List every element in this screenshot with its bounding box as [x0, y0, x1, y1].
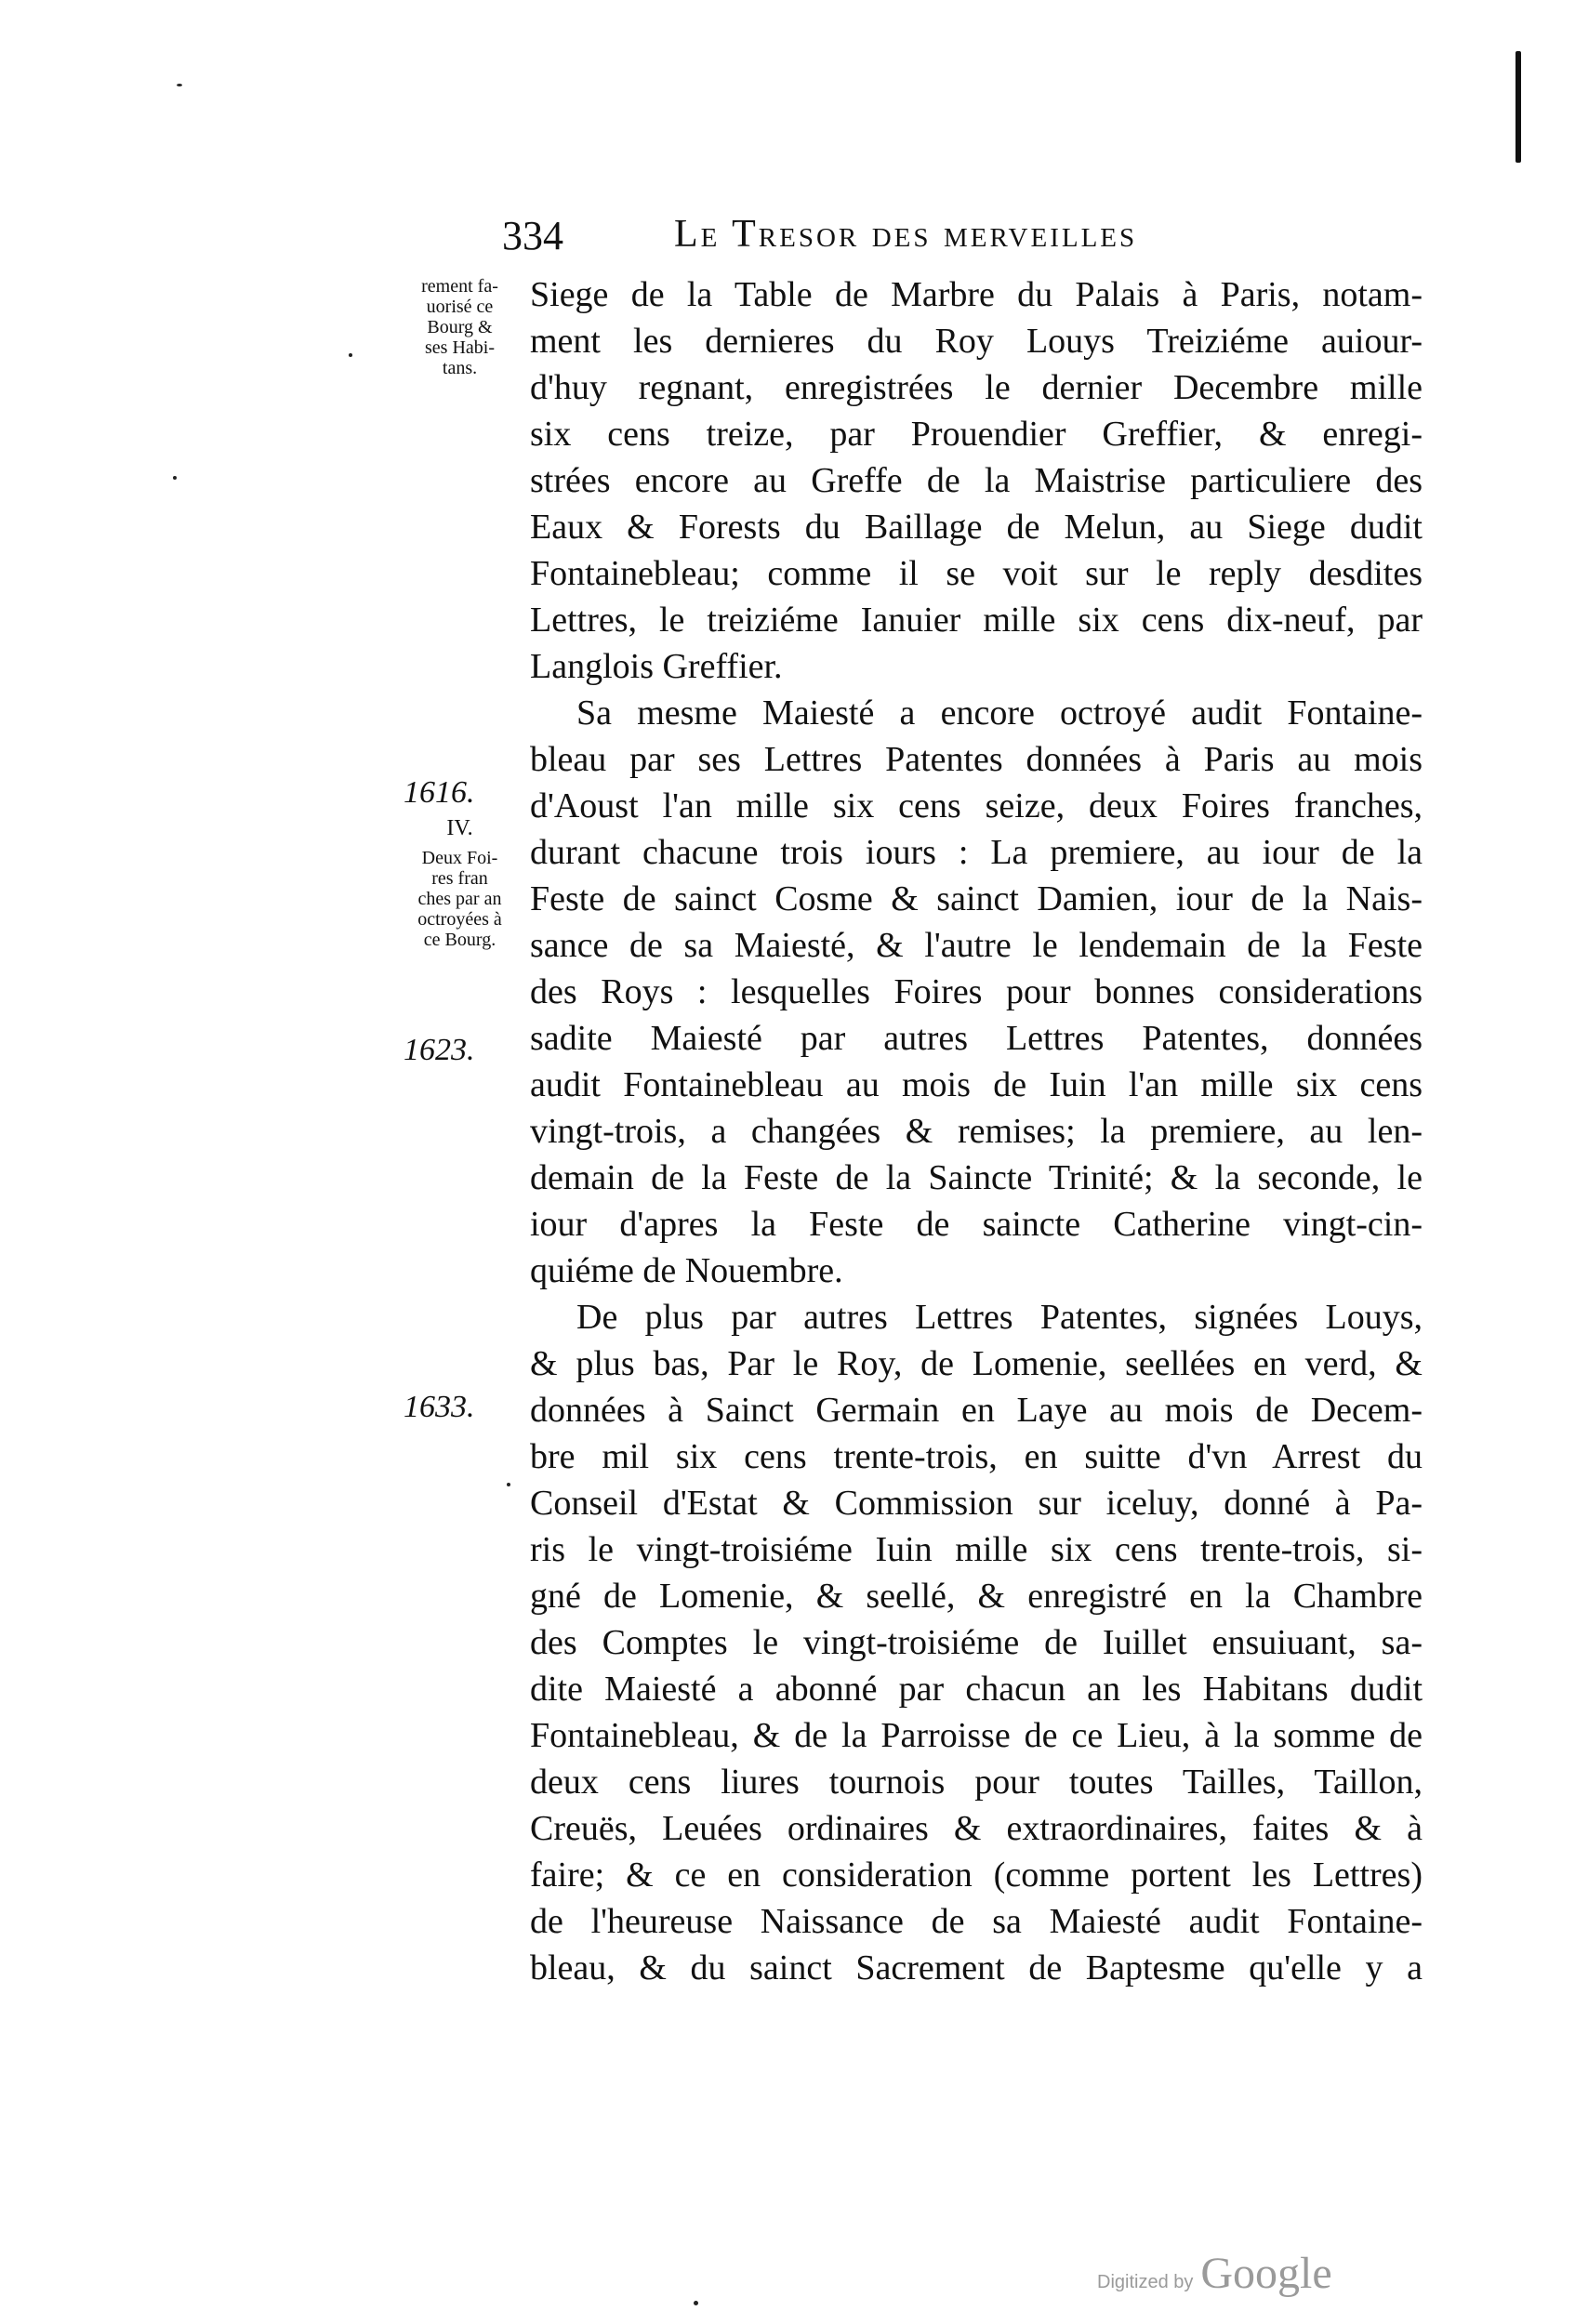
text-line: faire; & ce en consideration (comme portent les Lettres) — [530, 1855, 1423, 1895]
margin-section-number: IV. — [446, 816, 473, 840]
text-line: données à Sainct Germain en Laye au mois de Decem- — [530, 1391, 1423, 1430]
text-line: Fontainebleau, & de la Parroisse de ce Lieu, à la somme de — [530, 1716, 1423, 1755]
margin-year-1616: 1616. — [404, 775, 475, 810]
page-number: 334 — [502, 213, 563, 258]
binding-edge-line — [1515, 51, 1521, 163]
text-line: bre mil six cens trente-trois, en suitte d'vn Arrest du — [530, 1437, 1423, 1476]
text-line: durant chacune trois iours : La premiere, au iour de la — [530, 833, 1423, 872]
text-line: & plus bas, Par le Roy, de Lomenie, seellées en verd, & — [530, 1344, 1423, 1383]
text-line: ment les dernieres du Roy Louys Treiziéme auiour- — [530, 322, 1423, 361]
text-line: sance de sa Maiesté, & l'autre le lendemain de la Feste — [530, 926, 1423, 965]
ink-speck — [349, 353, 352, 357]
margin-note-privileges: rement fa- uorisé ce Bourg & ses Habi- tans. — [421, 276, 498, 378]
running-head — [502, 212, 1283, 268]
text-line: vingt-trois, a changées & remises; la premiere, au len- — [530, 1112, 1423, 1151]
ink-speck — [694, 2301, 698, 2305]
text-line: bleau par ses Lettres Patentes données à Paris au mois — [530, 740, 1423, 779]
body-text — [530, 271, 1423, 1991]
ink-speck — [507, 1483, 510, 1486]
margin-note-foires: Deux Foi- res fran ches par an octroyées à ce Bourg. — [417, 848, 502, 950]
text-line: d'Aoust l'an mille six cens seize, deux Foires franches, — [530, 786, 1423, 825]
text-line: des Roys : lesquelles Foires pour bonnes considerations — [530, 972, 1423, 1011]
margin-year-1633: 1633. — [404, 1390, 475, 1424]
text-line: iour d'apres la Feste de saincte Catherine vingt-cin- — [530, 1205, 1423, 1244]
ink-speck — [177, 84, 182, 86]
text-line: d'huy regnant, enregistrées le dernier Decembre mille — [530, 368, 1423, 407]
text-line: des Comptes le vingt-troisiéme de Iuillet ensuiuant, sa- — [530, 1623, 1423, 1662]
text-line: ris le vingt-troisiéme Iuin mille six cens trente-trois, si- — [530, 1530, 1423, 1569]
text-line: Conseil d'Estat & Commission sur iceluy, donné à Pa- — [530, 1484, 1423, 1523]
text-line: Feste de sainct Cosme & sainct Damien, iour de la Nais- — [530, 879, 1423, 918]
paragraph-start: Sa mesme Maiesté a encore octroyé audit Fontaine- — [576, 693, 1423, 733]
text-line: quiéme de Nouembre. — [530, 1251, 843, 1290]
google-logo: Google — [1200, 2249, 1332, 2298]
text-line: deux cens liures tournois pour toutes Tailles, Taillon, — [530, 1763, 1423, 1802]
text-line: demain de la Feste de la Saincte Trinité; & la seconde, le — [530, 1158, 1423, 1197]
text-line: audit Fontainebleau au mois de Iuin l'an mille six cens — [530, 1065, 1423, 1104]
text-line: bleau, & du sainct Sacrement de Baptesme qu'elle y a — [530, 1948, 1423, 1987]
margin-year-1623: 1623. — [404, 1033, 475, 1067]
paragraph-start: De plus par autres Lettres Patentes, signées Louys, — [576, 1298, 1423, 1337]
text-line: Eaux & Forests du Baillage de Melun, au Siege dudit — [530, 508, 1423, 547]
text-line: Langlois Greffier. — [530, 647, 783, 686]
text-line: gné de Lomenie, & seellé, & enregistré en la Chambre — [530, 1577, 1423, 1616]
text-line: Fontainebleau; comme il se voit sur le reply desdites — [530, 554, 1423, 593]
text-line: Creuës, Leuées ordinaires & extraordinaires, faites & à — [530, 1809, 1423, 1848]
text-line: sadite Maiesté par autres Lettres Patentes, données — [530, 1019, 1423, 1058]
text-line: de l'heureuse Naissance de sa Maiesté audit Fontaine- — [530, 1902, 1423, 1941]
ink-speck — [173, 476, 177, 480]
text-line: dite Maiesté a abonné par chacun an les Habitans dudit — [530, 1670, 1423, 1709]
text-line: Lettres, le treiziéme Ianuier mille six cens dix-neuf, par — [530, 601, 1423, 640]
running-title: Le Tresor des merveilles — [674, 213, 1138, 256]
text-line: strées encore au Greffe de la Maistrise particuliere des — [530, 461, 1423, 500]
digitized-label: Digitized by — [1097, 2272, 1194, 2292]
text-line: six cens treize, par Prouendier Greffier, & enregi- — [530, 415, 1423, 454]
digitized-by-watermark — [1097, 2248, 1469, 2298]
text-line: Siege de la Table de Marbre du Palais à Paris, notam- — [530, 275, 1423, 314]
